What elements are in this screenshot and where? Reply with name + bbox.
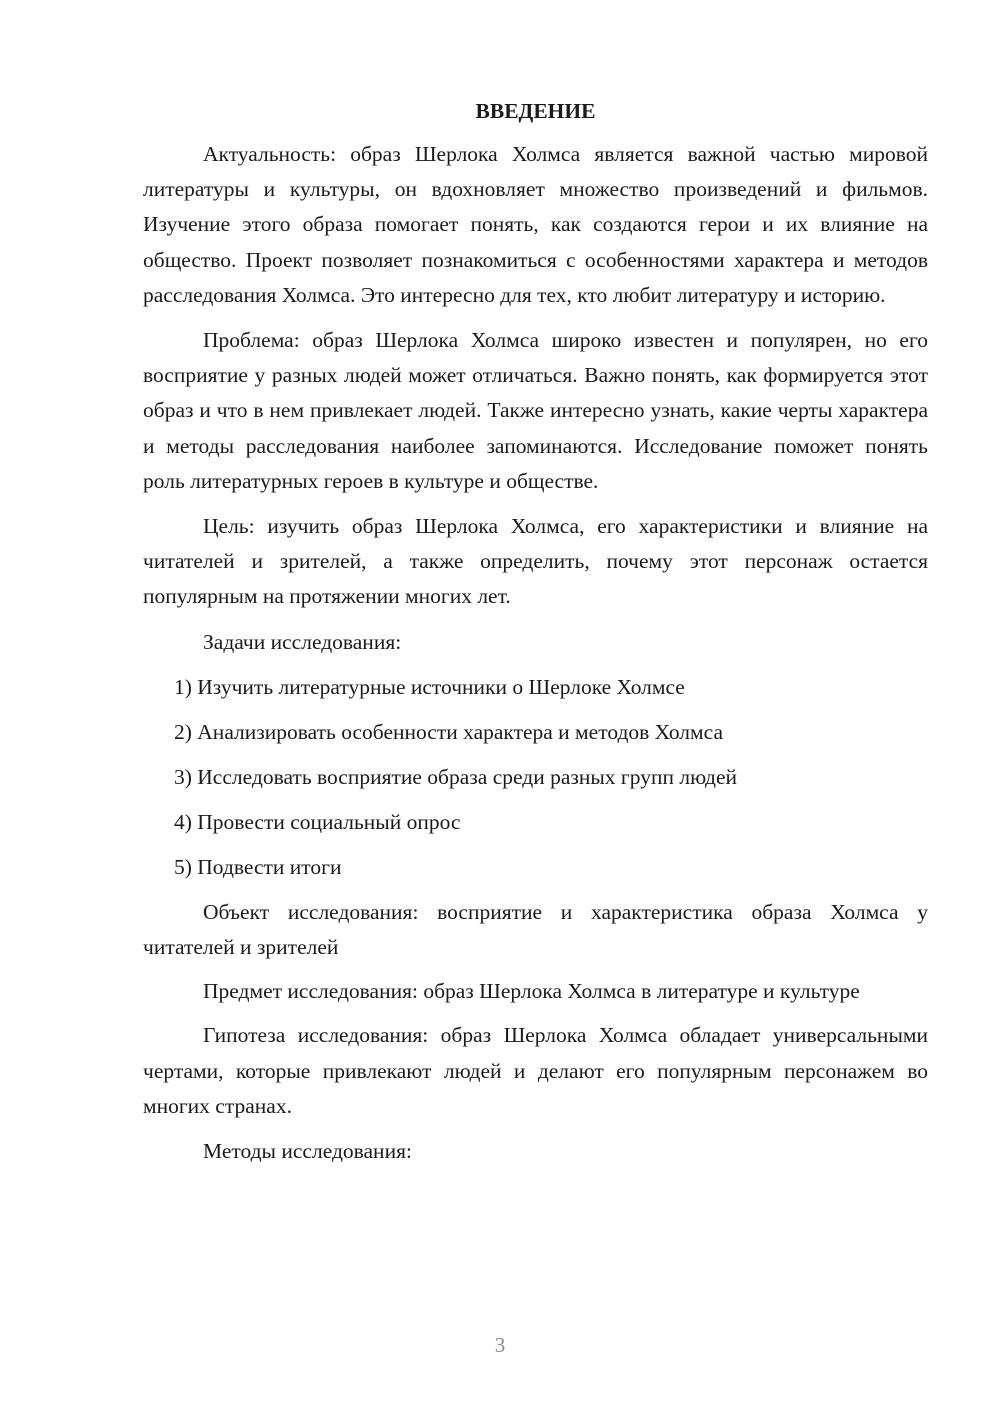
paragraph-subject: Предмет исследования: образ Шерлока Холмса в литературе и культуре (203, 979, 860, 1004)
paragraph-object: Объект исследования: восприятие и характеристика образа Холмса у читателей и зрителей (143, 899, 928, 960)
page-number: 3 (494, 1333, 506, 1357)
section-title: ВВЕДЕНИЕ (475, 99, 596, 123)
page-content (143, 96, 928, 1179)
tasks-heading: Задачи исследования: (203, 629, 402, 654)
list-item: 3) Исследовать восприятие образа среди разных групп людей (174, 764, 738, 789)
paragraph-goal: Цель: изучить образ Шерлока Холмса, его характеристики и влияние на читателей и зрителей, а также определить, почему этот персонаж остается популярным на протяжении многих лет. (143, 514, 928, 609)
list-item: 4) Провести социальный опрос (174, 809, 461, 834)
list-item: 5) Подвести итоги (174, 854, 342, 879)
paragraph-problem: Проблема: образ Шерлока Холмса широко известен и популярен, но его восприятие у разных людей может отличаться. Важно понять, как формируется этот образ и что в нем привлекает людей. Также интересно узнать, какие черты характера и методы расследования наиболее запоминаются. Исследование поможет понять роль литературных героев в культуре и обществе. (143, 328, 928, 493)
paragraph-hypothesis: Гипотеза исследования: образ Шерлока Холмса обладает универсальными чертами, которые привлекают людей и делают его популярным персонажем во многих странах. (143, 1023, 928, 1118)
paragraph-relevance: Актуальность: образ Шерлока Холмса является важной частью мировой литературы и культуры, он вдохновляет множество произведений и фильмов. Изучение этого образа помогает понять, как создаются герои и их влияние на общество. Проект позволяет познакомиться с особенностями характера и методов расследования Холмса. Это интересно для тех, кто любит литературу и историю. (143, 142, 928, 307)
list-item: 1) Изучить литературные источники о Шерлоке Холмсе (174, 674, 685, 699)
tasks-list (143, 670, 928, 885)
methods-heading: Методы исследования: (203, 1139, 412, 1164)
list-item: 2) Анализировать особенности характера и методов Холмса (174, 719, 723, 744)
